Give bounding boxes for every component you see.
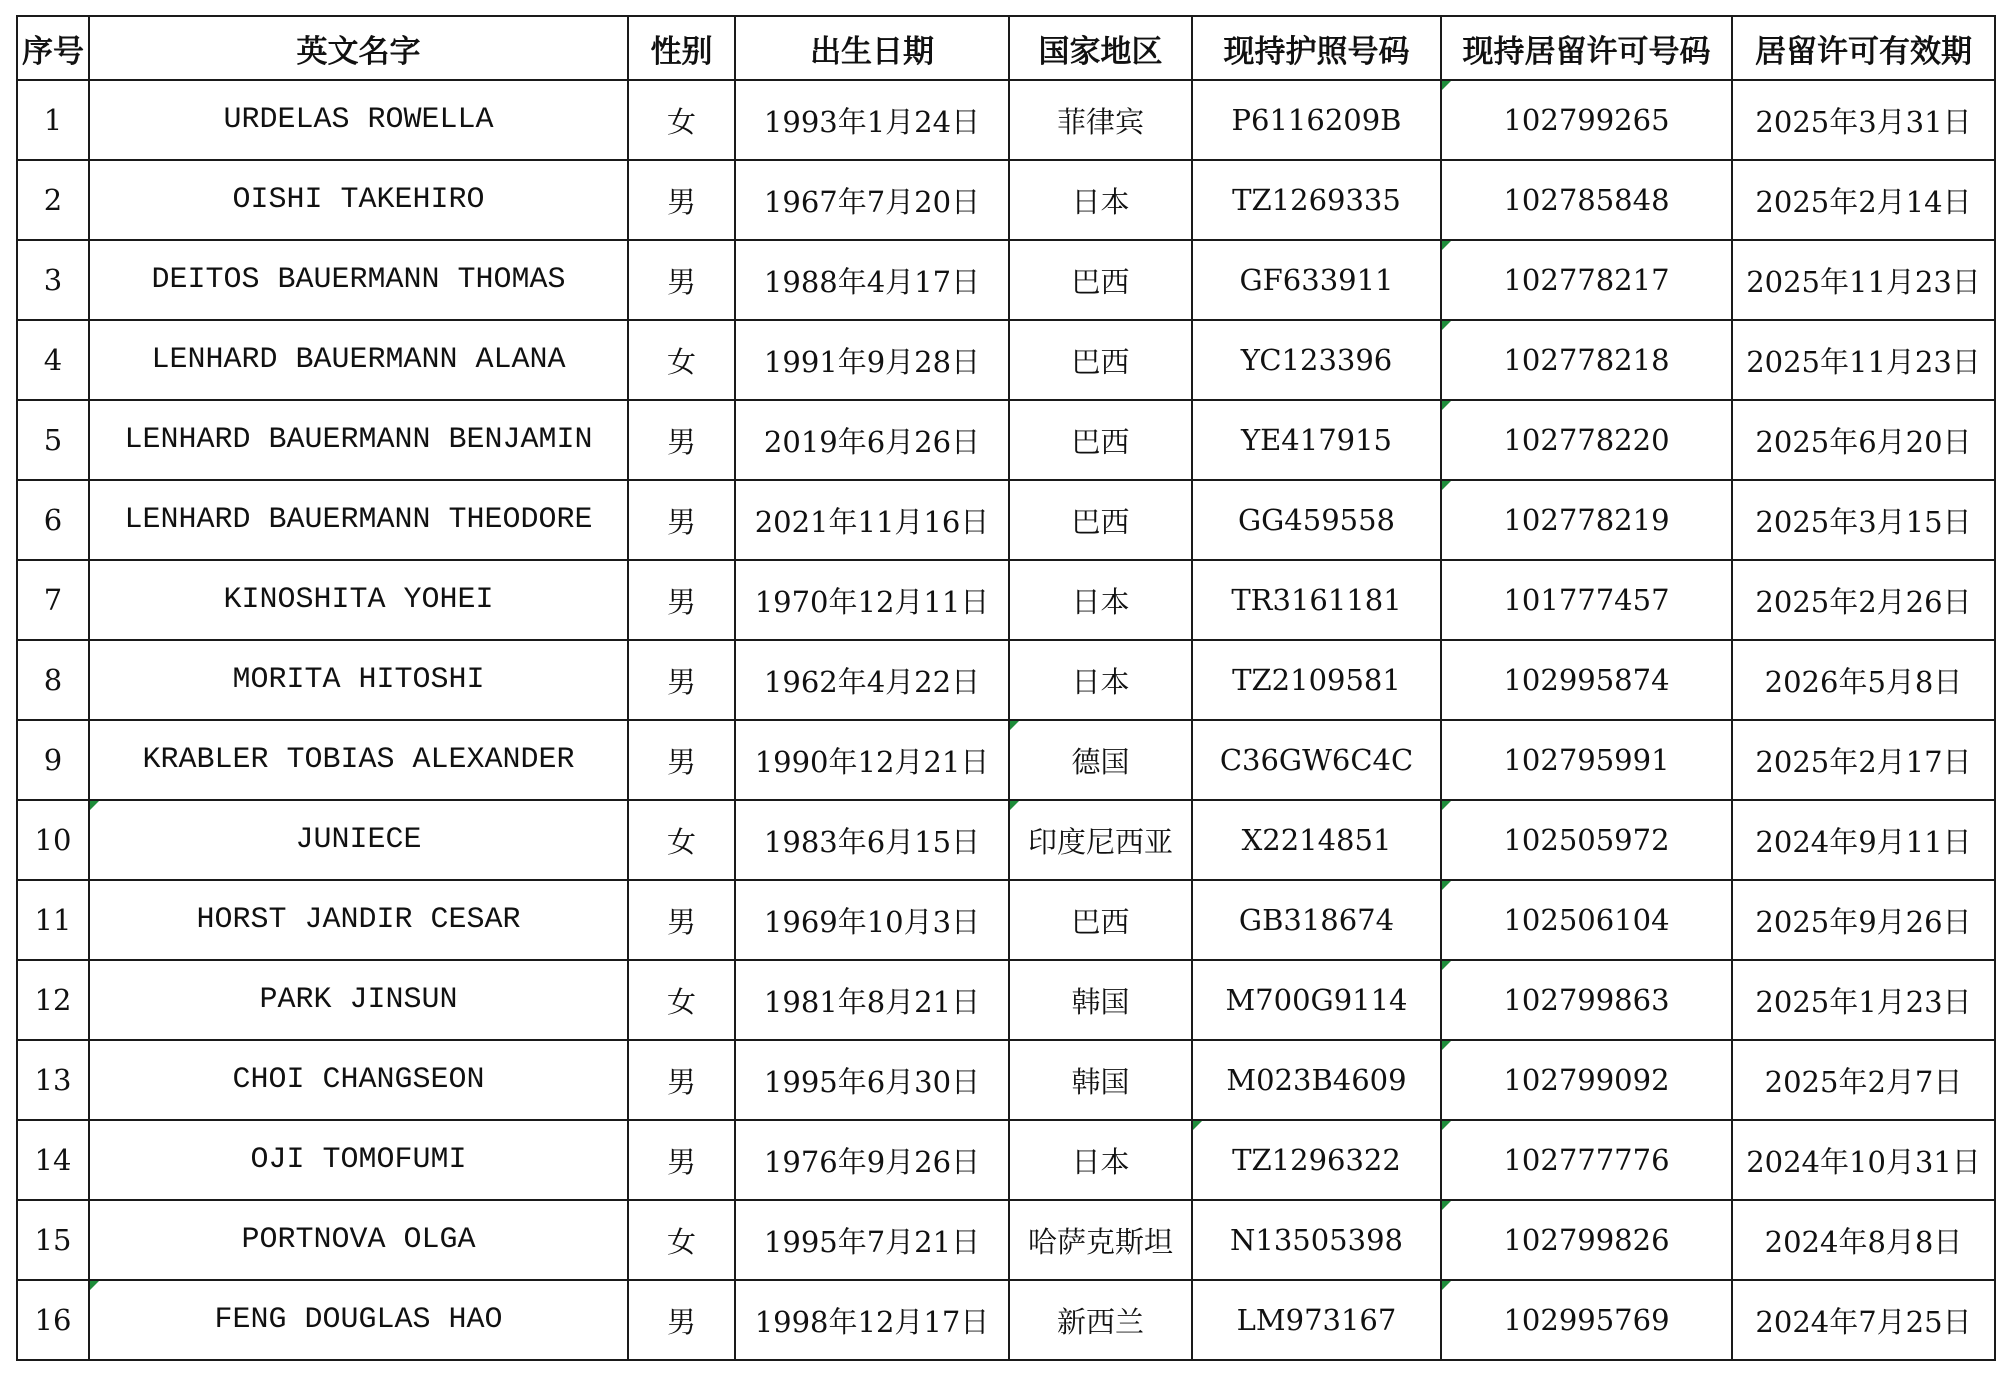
cell-permit[interactable]: 102778218 xyxy=(1441,320,1732,400)
cell-permit[interactable]: 102799092 xyxy=(1441,1040,1732,1120)
cell-permit[interactable]: 102778219 xyxy=(1441,480,1732,560)
cell-birth-date[interactable]: 1976年9月26日 xyxy=(735,1120,1009,1200)
cell-english-name[interactable]: CHOI CHANGSEON xyxy=(89,1040,628,1120)
cell-english-name[interactable]: URDELAS ROWELLA xyxy=(89,80,628,160)
cell-gender[interactable]: 男 xyxy=(628,240,735,320)
cell-expiry[interactable]: 2026年5月8日 xyxy=(1732,640,1995,720)
cell-permit[interactable]: 102799265 xyxy=(1441,80,1732,160)
cell-passport[interactable]: YE417915 xyxy=(1192,400,1441,480)
cell-index[interactable]: 2 xyxy=(17,160,89,240)
cell-index[interactable]: 14 xyxy=(17,1120,89,1200)
cell-index[interactable]: 13 xyxy=(17,1040,89,1120)
cell-birth-date[interactable]: 1995年7月21日 xyxy=(735,1200,1009,1280)
cell-permit[interactable]: 102795991 xyxy=(1441,720,1732,800)
cell-birth-date[interactable]: 1969年10月3日 xyxy=(735,880,1009,960)
cell-gender[interactable]: 男 xyxy=(628,480,735,560)
cell-english-name[interactable]: LENHARD BAUERMANN BENJAMIN xyxy=(89,400,628,480)
cell-index[interactable]: 12 xyxy=(17,960,89,1040)
cell-country[interactable]: 韩国 xyxy=(1009,960,1192,1040)
cell-expiry[interactable]: 2024年9月11日 xyxy=(1732,800,1995,880)
cell-country[interactable]: 新西兰 xyxy=(1009,1280,1192,1360)
cell-birth-date[interactable]: 2021年11月16日 xyxy=(735,480,1009,560)
cell-english-name[interactable]: JUNIECE xyxy=(89,800,628,880)
cell-english-name[interactable]: MORITA HITOSHI xyxy=(89,640,628,720)
cell-birth-date[interactable]: 1995年6月30日 xyxy=(735,1040,1009,1120)
cell-expiry[interactable]: 2025年6月20日 xyxy=(1732,400,1995,480)
cell-passport[interactable]: M700G9114 xyxy=(1192,960,1441,1040)
cell-country[interactable]: 菲律宾 xyxy=(1009,80,1192,160)
table-row xyxy=(17,80,1995,160)
cell-index[interactable]: 6 xyxy=(17,480,89,560)
cell-index[interactable]: 7 xyxy=(17,560,89,640)
cell-birth-date[interactable]: 1988年4月17日 xyxy=(735,240,1009,320)
cell-country[interactable]: 巴西 xyxy=(1009,480,1192,560)
cell-gender[interactable]: 男 xyxy=(628,400,735,480)
cell-permit[interactable]: 102505972 xyxy=(1441,800,1732,880)
cell-passport[interactable]: C36GW6C4C xyxy=(1192,720,1441,800)
cell-passport[interactable]: YC123396 xyxy=(1192,320,1441,400)
cell-birth-date[interactable]: 1981年8月21日 xyxy=(735,960,1009,1040)
header-gender[interactable]: 性别 xyxy=(628,16,735,80)
cell-country[interactable]: 日本 xyxy=(1009,640,1192,720)
cell-gender[interactable]: 女 xyxy=(628,800,735,880)
cell-english-name[interactable]: HORST JANDIR CESAR xyxy=(89,880,628,960)
cell-index[interactable]: 9 xyxy=(17,720,89,800)
table-row xyxy=(17,1280,1995,1360)
cell-index[interactable]: 4 xyxy=(17,320,89,400)
cell-gender[interactable]: 女 xyxy=(628,80,735,160)
cell-country[interactable]: 德国 xyxy=(1009,720,1192,800)
cell-gender[interactable]: 男 xyxy=(628,160,735,240)
cell-expiry[interactable]: 2024年7月25日 xyxy=(1732,1280,1995,1360)
cell-passport[interactable]: TZ1269335 xyxy=(1192,160,1441,240)
cell-expiry[interactable]: 2024年10月31日 xyxy=(1732,1120,1995,1200)
cell-birth-date[interactable]: 1970年12月11日 xyxy=(735,560,1009,640)
cell-birth-date[interactable]: 2019年6月26日 xyxy=(735,400,1009,480)
cell-permit[interactable]: 102778217 xyxy=(1441,240,1732,320)
cell-permit[interactable]: 102777776 xyxy=(1441,1120,1732,1200)
residence-permit-table xyxy=(16,15,1996,1361)
table-row xyxy=(17,480,1995,560)
cell-gender[interactable]: 男 xyxy=(628,560,735,640)
table-row xyxy=(17,160,1995,240)
cell-passport[interactable]: TZ2109581 xyxy=(1192,640,1441,720)
table-row xyxy=(17,640,1995,720)
cell-permit[interactable]: 102995769 xyxy=(1441,1280,1732,1360)
cell-expiry[interactable]: 2025年3月15日 xyxy=(1732,480,1995,560)
cell-passport[interactable]: X2214851 xyxy=(1192,800,1441,880)
header-english-name[interactable]: 英文名字 xyxy=(89,16,628,80)
header-row xyxy=(17,16,1995,80)
cell-english-name[interactable]: FENG DOUGLAS HAO xyxy=(89,1280,628,1360)
cell-expiry[interactable]: 2025年9月26日 xyxy=(1732,880,1995,960)
cell-expiry[interactable]: 2025年3月31日 xyxy=(1732,80,1995,160)
table-row xyxy=(17,1200,1995,1280)
header-permit[interactable]: 现持居留许可号码 xyxy=(1441,16,1732,80)
table-row xyxy=(17,400,1995,480)
cell-english-name[interactable]: KINOSHITA YOHEI xyxy=(89,560,628,640)
cell-english-name[interactable]: OISHI TAKEHIRO xyxy=(89,160,628,240)
cell-expiry[interactable]: 2025年2月26日 xyxy=(1732,560,1995,640)
cell-permit[interactable]: 101777457 xyxy=(1441,560,1732,640)
cell-permit[interactable]: 102506104 xyxy=(1441,880,1732,960)
cell-passport[interactable]: LM973167 xyxy=(1192,1280,1441,1360)
table-row xyxy=(17,1040,1995,1120)
cell-expiry[interactable]: 2025年2月7日 xyxy=(1732,1040,1995,1120)
table-row xyxy=(17,560,1995,640)
table-row xyxy=(17,800,1995,880)
cell-passport[interactable]: P6116209B xyxy=(1192,80,1441,160)
cell-birth-date[interactable]: 1993年1月24日 xyxy=(735,80,1009,160)
cell-birth-date[interactable]: 1983年6月15日 xyxy=(735,800,1009,880)
cell-index[interactable]: 11 xyxy=(17,880,89,960)
cell-gender[interactable]: 女 xyxy=(628,960,735,1040)
cell-passport[interactable]: TZ1296322 xyxy=(1192,1120,1441,1200)
table-row xyxy=(17,960,1995,1040)
cell-gender[interactable]: 男 xyxy=(628,1120,735,1200)
cell-expiry[interactable]: 2025年11月23日 xyxy=(1732,320,1995,400)
cell-permit[interactable]: 102778220 xyxy=(1441,400,1732,480)
cell-gender[interactable]: 男 xyxy=(628,1280,735,1360)
cell-country[interactable]: 日本 xyxy=(1009,560,1192,640)
cell-permit[interactable]: 102785848 xyxy=(1441,160,1732,240)
cell-english-name[interactable]: PORTNOVA OLGA xyxy=(89,1200,628,1280)
table-row xyxy=(17,1120,1995,1200)
cell-country[interactable]: 巴西 xyxy=(1009,240,1192,320)
cell-expiry[interactable]: 2025年2月14日 xyxy=(1732,160,1995,240)
table-row xyxy=(17,240,1995,320)
cell-country[interactable]: 巴西 xyxy=(1009,880,1192,960)
cell-country[interactable]: 日本 xyxy=(1009,1120,1192,1200)
cell-index[interactable]: 16 xyxy=(17,1280,89,1360)
cell-country[interactable]: 韩国 xyxy=(1009,1040,1192,1120)
cell-permit[interactable]: 102799863 xyxy=(1441,960,1732,1040)
cell-permit[interactable]: 102995874 xyxy=(1441,640,1732,720)
cell-country[interactable]: 哈萨克斯坦 xyxy=(1009,1200,1192,1280)
cell-country[interactable]: 巴西 xyxy=(1009,320,1192,400)
cell-passport[interactable]: GF633911 xyxy=(1192,240,1441,320)
cell-country[interactable]: 日本 xyxy=(1009,160,1192,240)
cell-expiry[interactable]: 2025年11月23日 xyxy=(1732,240,1995,320)
header-passport[interactable]: 现持护照号码 xyxy=(1192,16,1441,80)
cell-index[interactable]: 3 xyxy=(17,240,89,320)
cell-english-name[interactable]: DEITOS BAUERMANN THOMAS xyxy=(89,240,628,320)
cell-gender[interactable]: 女 xyxy=(628,320,735,400)
cell-birth-date[interactable]: 1991年9月28日 xyxy=(735,320,1009,400)
cell-gender[interactable]: 男 xyxy=(628,880,735,960)
cell-passport[interactable]: M023B4609 xyxy=(1192,1040,1441,1120)
cell-gender[interactable]: 女 xyxy=(628,1200,735,1280)
cell-expiry[interactable]: 2025年2月17日 xyxy=(1732,720,1995,800)
cell-expiry[interactable]: 2024年8月8日 xyxy=(1732,1200,1995,1280)
header-country[interactable]: 国家地区 xyxy=(1009,16,1192,80)
cell-english-name[interactable]: OJI TOMOFUMI xyxy=(89,1120,628,1200)
cell-index[interactable]: 15 xyxy=(17,1200,89,1280)
table-row xyxy=(17,880,1995,960)
cell-index[interactable]: 5 xyxy=(17,400,89,480)
cell-birth-date[interactable]: 1998年12月17日 xyxy=(735,1280,1009,1360)
table-row xyxy=(17,720,1995,800)
cell-birth-date[interactable]: 1990年12月21日 xyxy=(735,720,1009,800)
table-row xyxy=(17,320,1995,400)
cell-passport[interactable]: N13505398 xyxy=(1192,1200,1441,1280)
header-birth-date[interactable]: 出生日期 xyxy=(735,16,1009,80)
cell-country[interactable]: 巴西 xyxy=(1009,400,1192,480)
cell-english-name[interactable]: PARK JINSUN xyxy=(89,960,628,1040)
cell-index[interactable]: 8 xyxy=(17,640,89,720)
cell-gender[interactable]: 男 xyxy=(628,720,735,800)
cell-gender[interactable]: 男 xyxy=(628,1040,735,1120)
cell-birth-date[interactable]: 1962年4月22日 xyxy=(735,640,1009,720)
cell-passport[interactable]: GG459558 xyxy=(1192,480,1441,560)
header-expiry[interactable]: 居留许可有效期 xyxy=(1732,16,1995,80)
cell-gender[interactable]: 男 xyxy=(628,640,735,720)
cell-birth-date[interactable]: 1967年7月20日 xyxy=(735,160,1009,240)
cell-passport[interactable]: TR3161181 xyxy=(1192,560,1441,640)
cell-english-name[interactable]: LENHARD BAUERMANN ALANA xyxy=(89,320,628,400)
cell-index[interactable]: 1 xyxy=(17,80,89,160)
cell-english-name[interactable]: LENHARD BAUERMANN THEODORE xyxy=(89,480,628,560)
header-index[interactable]: 序号 xyxy=(17,16,89,80)
cell-english-name[interactable]: KRABLER TOBIAS ALEXANDER xyxy=(89,720,628,800)
cell-country[interactable]: 印度尼西亚 xyxy=(1009,800,1192,880)
cell-passport[interactable]: GB318674 xyxy=(1192,880,1441,960)
cell-index[interactable]: 10 xyxy=(17,800,89,880)
cell-expiry[interactable]: 2025年1月23日 xyxy=(1732,960,1995,1040)
cell-permit[interactable]: 102799826 xyxy=(1441,1200,1732,1280)
